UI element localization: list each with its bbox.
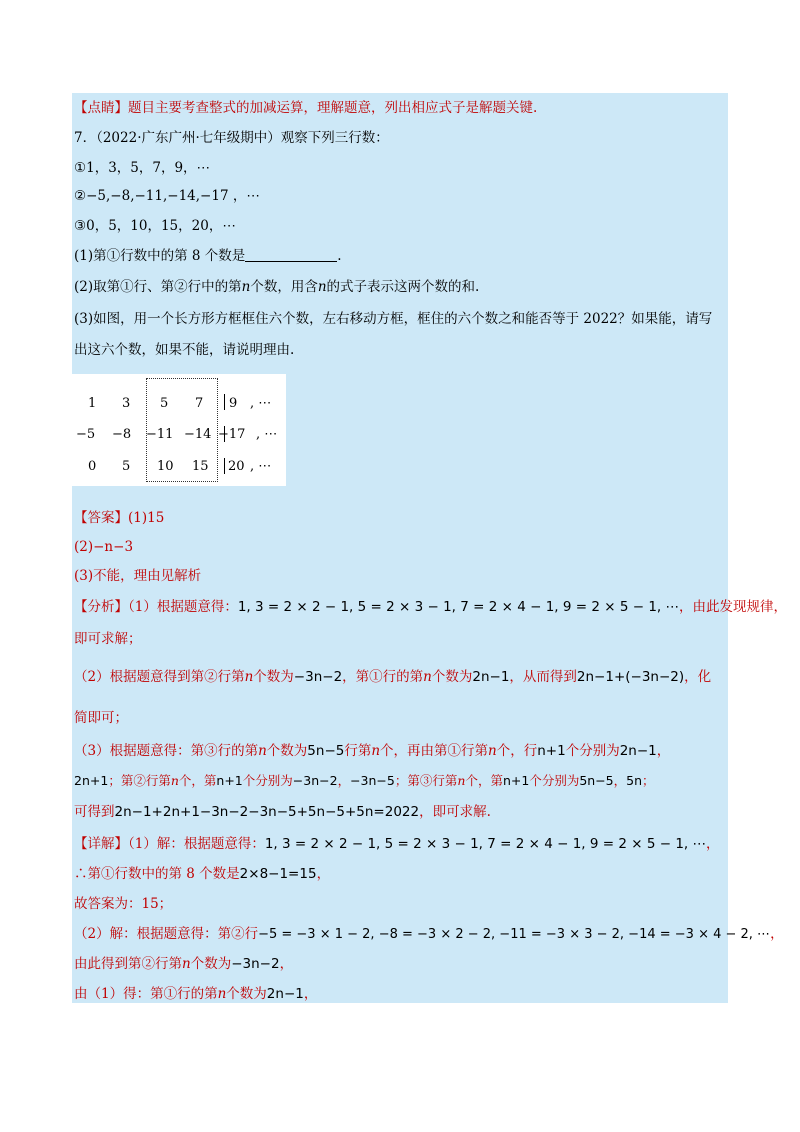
math-expression: n+1: [502, 773, 530, 788]
analysis-text: 个数为: [266, 743, 308, 759]
detail-text: 个数为: [190, 956, 232, 972]
analysis-text: 个分别为: [565, 743, 620, 759]
analysis-line-5: [74, 741, 670, 761]
var-n: n: [217, 986, 227, 1002]
analysis-text: （1）根据题意得：: [128, 599, 238, 615]
analysis-text: 个数为: [431, 669, 473, 685]
question-1-end: .: [337, 248, 342, 264]
math-expression: 1, 3 = 2 × 2 − 1, 5 = 2 × 3 − 1, 7 = 2 × 4 − 1, 9 = 2 × 5 − 1, ⋯: [237, 599, 679, 615]
detail-text: ，: [770, 926, 784, 942]
math-expression: 2n−1: [266, 986, 304, 1002]
analysis-text: （3）根据题意得：第③行的第: [74, 743, 259, 759]
grid-cell: −5: [76, 427, 96, 442]
var-n: n: [488, 743, 497, 759]
analysis-text: ，从而得到: [509, 669, 577, 685]
answer-2: (2)−n−3: [74, 539, 134, 555]
problem-row-1: ①1，3，5，7，9，⋯: [74, 160, 211, 176]
grid-cell: 3: [122, 396, 131, 411]
dianjing-line: [74, 98, 537, 118]
detail-text: （1）解：根据题意得：: [128, 836, 265, 852]
grid-cell: , ⋯: [250, 459, 272, 474]
var-n: n: [182, 956, 191, 972]
question-2: [74, 277, 479, 297]
analysis-text: 个，行: [496, 743, 538, 759]
analysis-text: 个数为: [253, 669, 294, 685]
analysis-text: ，: [656, 743, 671, 759]
grid-cell: 5: [160, 396, 169, 411]
dianjing-tag: 【点睛】: [74, 100, 128, 116]
analysis-text: 个，再由第①行第: [380, 743, 489, 759]
analysis-text: ，即可求解.: [419, 804, 491, 820]
divider: [224, 394, 225, 410]
grid-cell: 9: [229, 396, 238, 411]
math-expression: −5 = −3 × 1 − 2, −8 = −3 × 2 − 2, −11 = −3 × 3 − 2, −14 = −3 × 4 − 2, ⋯: [258, 927, 771, 942]
question-1-text: (1)第①行数中的第 8 个数是: [74, 248, 246, 264]
math-expression: n+1: [537, 743, 566, 759]
detail-line-2: [74, 864, 330, 884]
detail-text: 由（1）得：第①行的第: [74, 986, 218, 1002]
analysis-text: 可得到: [74, 804, 115, 820]
analysis-line-3: [74, 667, 711, 687]
math-expression: 2n−1: [472, 669, 510, 685]
grid-cell: 0: [88, 459, 97, 474]
analysis-text: ，化: [684, 669, 712, 685]
analysis-text: 个分别为: [242, 773, 293, 788]
detail-line-3: 故答案为：15；: [74, 896, 173, 912]
detail-line-4: [74, 924, 784, 945]
detail-text: ，: [706, 836, 720, 852]
detail-text: ，: [316, 866, 331, 882]
analysis-line-7: [74, 802, 491, 822]
grid-cell: 5: [122, 459, 131, 474]
detail-line-1: [74, 834, 720, 854]
answer-blank: [245, 247, 337, 262]
var-n: n: [423, 669, 432, 685]
analysis-text: （2）根据题意得到第②行第: [74, 669, 245, 685]
math-expression: −3n−2: [292, 773, 338, 788]
detail-text: （2）解：根据题意得：第②行: [74, 926, 259, 942]
analysis-text: 个，第: [178, 773, 217, 788]
answer-line-1: [74, 508, 164, 528]
analysis-line-6: [74, 771, 655, 791]
math-expression: 5n−5: [307, 743, 345, 759]
var-n: n: [244, 669, 254, 685]
analysis-text: 个，第: [465, 773, 503, 788]
analysis-text: ，: [613, 773, 627, 788]
detail-line-5: [74, 954, 293, 974]
question-2-text-c: 的式子表示这两个数的和.: [326, 279, 480, 295]
detail-line-6: [74, 984, 317, 1004]
math-expression: 5n−5: [579, 773, 614, 788]
problem-row-2: ②−5,−8,−11,−14,−17 ，⋯: [74, 188, 260, 204]
grid-cell: , ⋯: [250, 396, 272, 411]
grid-cell: 7: [195, 396, 204, 411]
math-expression: n+1: [216, 773, 243, 788]
analysis-text: ；第③行第: [394, 773, 458, 788]
grid-cell: −8: [112, 427, 132, 442]
var-n: n: [317, 279, 327, 295]
grid-cell: −14: [184, 427, 212, 442]
analysis-text: 行第: [344, 743, 372, 759]
var-n: n: [258, 743, 267, 759]
analysis-line-4: 简即可；: [74, 710, 128, 726]
math-expression: −3n−2: [231, 956, 280, 972]
analysis-text: ；: [642, 773, 655, 788]
question-3-line-1: (3)如图，用一个长方形方框框住六个数，左右移动方框，框住的六个数之和能否等于 2022？如果能，请写: [74, 311, 713, 327]
analysis-text: ；第②行第: [108, 773, 171, 788]
detail-text: ∴第①行数中的第 8 个数是: [74, 866, 240, 882]
grid-cell: 10: [157, 459, 174, 474]
math-expression: −3n−2: [293, 669, 343, 685]
analysis-line-2: 即可求解；: [74, 631, 142, 647]
math-expression: −3n−5: [350, 773, 395, 788]
analysis-text: 个分别为: [529, 773, 580, 788]
detail-tag: 【详解】: [74, 836, 128, 852]
var-n: n: [371, 743, 381, 759]
question-1: [74, 246, 342, 266]
grid-cell: −17: [218, 427, 246, 442]
question-3-line-2: 出这六个数，如果不能，请说明理由.: [74, 342, 295, 358]
grid-cell: 15: [192, 459, 209, 474]
math-expression: 2n−1+(−3n−2): [576, 669, 685, 685]
problem-header: 7．（2022·广东广州·七年级期中）观察下列三行数：: [74, 130, 389, 146]
detail-text: ，: [279, 956, 294, 972]
math-expression: 2n−1+2n+1−3n−2−3n−5+5n−5+5n=2022: [114, 804, 420, 820]
dianjing-text: 题目主要考查整式的加减运算，理解题意，列出相应式子是解题关键.: [128, 100, 538, 116]
math-expression: 2n+1: [74, 773, 109, 788]
var-n: n: [457, 773, 466, 788]
grid-cell: 1: [88, 396, 97, 411]
grid-cell: , ⋯: [256, 427, 278, 442]
answer-1: (1)15: [128, 510, 165, 526]
number-grid-figure: [72, 374, 286, 486]
answer-tag: 【答案】: [74, 510, 128, 526]
analysis-text: ，第①行的第: [342, 669, 424, 685]
math-expression: 5n: [626, 773, 643, 788]
grid-cell: 20: [228, 459, 245, 474]
analysis-text: ，由此发现规律，: [679, 599, 787, 615]
analysis-line-1: [74, 597, 787, 617]
problem-row-3: ③0，5，10，15，20，⋯: [74, 218, 236, 234]
answer-3: (3)不能，理由见解析: [74, 568, 202, 584]
question-2-text-b: 个数，用含: [250, 279, 318, 295]
analysis-tag: 【分析】: [74, 599, 128, 615]
math-expression: 2n−1: [619, 743, 657, 759]
detail-text: 由此得到第②行第: [74, 956, 182, 972]
math-expression: 1, 3 = 2 × 2 − 1, 5 = 2 × 3 − 1, 7 = 2 × 4 − 1, 9 = 2 × 5 − 1, ⋯: [264, 836, 706, 852]
question-2-text-a: (2)取第①行、第②行中的第: [74, 279, 242, 295]
math-expression: 2×8−1=15: [239, 866, 317, 882]
analysis-text: ，: [337, 773, 351, 788]
var-n: n: [241, 279, 251, 295]
detail-text: ，: [303, 986, 318, 1002]
var-n: n: [170, 773, 179, 788]
grid-cell: −11: [146, 427, 174, 442]
detail-text: 个数为: [226, 986, 267, 1002]
divider: [224, 458, 225, 474]
